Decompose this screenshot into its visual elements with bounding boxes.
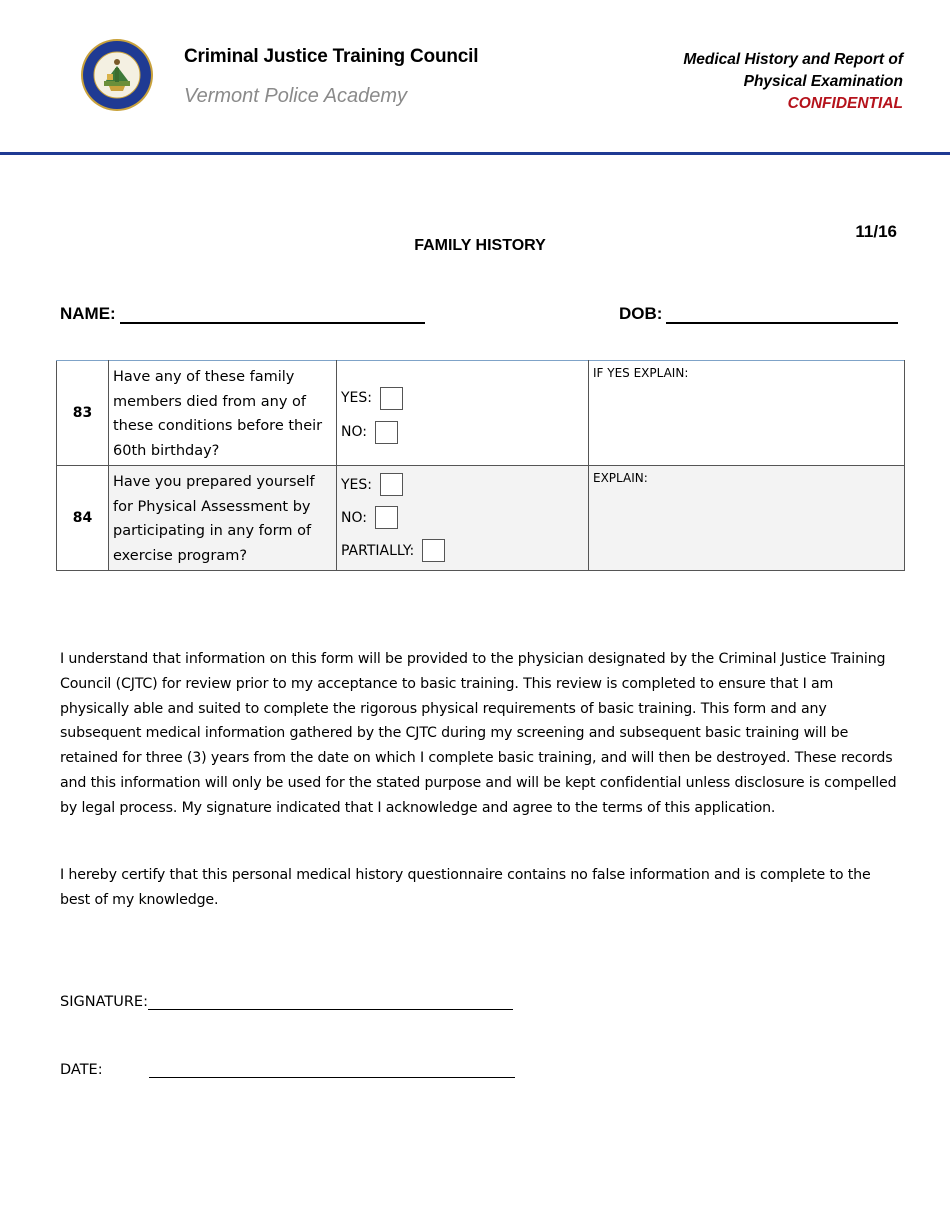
dob-field[interactable] xyxy=(619,304,898,324)
question-row-83 xyxy=(57,361,905,466)
no-checkbox[interactable] xyxy=(375,421,398,444)
question-number: 83 xyxy=(57,361,109,466)
partially-checkbox[interactable] xyxy=(422,539,445,562)
header-divider xyxy=(0,152,950,155)
document-title xyxy=(683,49,903,115)
question-number: 84 xyxy=(57,466,109,571)
document-title-line2: Physical Examination xyxy=(743,73,903,90)
signature-field[interactable] xyxy=(60,992,513,1010)
signature-label: SIGNATURE: xyxy=(60,994,148,1010)
dob-input-line[interactable] xyxy=(666,304,898,324)
option-no[interactable] xyxy=(341,415,584,449)
yes-checkbox[interactable] xyxy=(380,387,403,410)
answer-cell xyxy=(337,361,589,466)
vermont-seal-icon xyxy=(80,38,154,112)
option-label: PARTIALLY: xyxy=(341,542,415,559)
option-yes[interactable] xyxy=(341,468,584,501)
dob-label: DOB: xyxy=(619,304,663,323)
question-text: Have you prepared yourself for Physical Assessment by participating in any form of exercise program? xyxy=(109,466,337,571)
confidential-label: CONFIDENTIAL xyxy=(787,95,903,112)
question-row-84 xyxy=(57,466,905,571)
option-label: NO: xyxy=(341,424,367,440)
no-checkbox[interactable] xyxy=(375,506,398,529)
date-field[interactable] xyxy=(60,1060,515,1078)
name-input-line[interactable] xyxy=(120,304,425,324)
org-subtitle: Vermont Police Academy xyxy=(184,85,408,107)
explain-cell[interactable] xyxy=(589,361,905,466)
explain-label: IF YES EXPLAIN: xyxy=(593,366,689,380)
section-title: FAMILY HISTORY xyxy=(414,237,546,254)
name-field[interactable] xyxy=(60,304,425,324)
answer-cell xyxy=(337,466,589,571)
option-label: NO: xyxy=(341,509,367,526)
option-label: YES: xyxy=(341,390,373,406)
option-partially[interactable] xyxy=(341,534,584,567)
option-no[interactable] xyxy=(341,501,584,534)
yes-checkbox[interactable] xyxy=(380,473,403,496)
date-input-line[interactable] xyxy=(149,1060,515,1078)
name-label: NAME: xyxy=(60,304,116,323)
certification-statement: I hereby certify that this personal medical history questionnaire contains no false information and is complete to the best of my knowledge. xyxy=(60,867,871,908)
consent-statement: I understand that information on this form will be provided to the physician designated by the Criminal Justice Training Council (CJTC) for review prior to my acceptance to basic training. This review is completed to ensure that I am physically able and suited to complete the rigorous physical requirements of basic training. This form and any subsequent medical information gathered by the CJTC during my screening and subsequent basic training will be retained for three (3) years from the date on which I complete basic training, and will then be destroyed. These records and this information will only be used for the stated purpose and will be kept confidential unless disclosure is compelled by legal process. My signature indicated that I acknowledge and agree to the terms of this application. xyxy=(60,651,897,816)
option-yes[interactable] xyxy=(341,381,584,415)
explain-label: EXPLAIN: xyxy=(593,471,648,485)
question-text: Have any of these family members died from any of these conditions before their 60th birthday? xyxy=(109,361,337,466)
document-title-line1: Medical History and Report of xyxy=(683,51,903,68)
page-number: 11/16 xyxy=(855,222,897,241)
date-label: DATE: xyxy=(60,1062,103,1078)
signature-input-line[interactable] xyxy=(148,992,513,1010)
org-title: Criminal Justice Training Council xyxy=(184,46,479,67)
family-history-table xyxy=(56,360,905,571)
explain-cell[interactable] xyxy=(589,466,905,571)
option-label: YES: xyxy=(341,476,373,493)
